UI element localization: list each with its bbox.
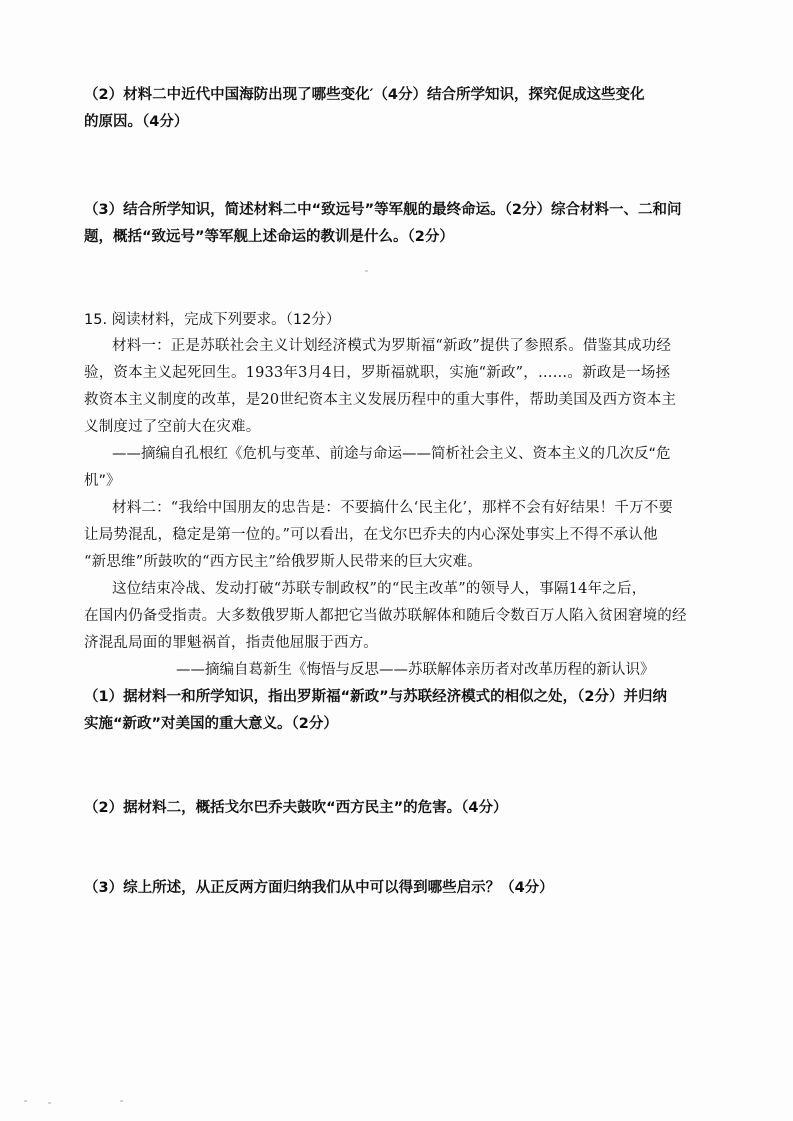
scan-speck <box>24 1100 27 1102</box>
scan-speck <box>365 270 368 272</box>
q15-material2-line1: 材料二：“我给中国朋友的忠告是：不要搞什么‘民主化’，那样不会有好结果！千万不要 <box>112 500 674 516</box>
q15-part1-line2: 实施“新政”对美国的重大意义。（2分） <box>84 716 338 732</box>
q15-material1-line4: 义制度过了空前大在灾难。 <box>84 419 261 435</box>
q15-material1-source-line2: 机”》 <box>84 473 121 489</box>
q15-header: 15. 阅读材料，完成下列要求。（12分） <box>84 312 341 328</box>
q15-material1-line2: 验，资本主义起死回生。1933年3月4日，罗斯福就职，实施“新政”，……。新政是一场拯 <box>84 365 671 381</box>
q15-material1-source-line1: ——摘编自孔根红《危机与变革、前途与命运——简析社会主义、资本主义的几次反“危 <box>112 446 671 462</box>
q14-part2-line2: 的原因。（4分） <box>84 114 189 130</box>
q15-material2-line2: 让局势混乱，稳定是第一位的。”可以看出，在戈尔巴乔夫的内心深处事实上不得不承认他 <box>84 527 658 543</box>
q14-part3-line2: 题，概括“致远号”等军舰上述命运的教训是什么。（2分） <box>84 229 454 245</box>
q15-part3: （3）综上所述，从正反两方面归纳我们从中可以得到哪些启示？（4分） <box>84 880 554 896</box>
q15-material2-line6: 济混乱局面的罪魁祸首，指责他屈服于西方。 <box>84 635 378 651</box>
q15-part2: （2）据材料二，概括戈尔巴乔夫鼓吹“西方民主”的危害。（4分） <box>84 800 508 816</box>
scan-speck <box>48 1102 51 1104</box>
q15-material2-source: ——摘编自葛新生《悔悟与反思——苏联解体亲历者对改革历程的新认识》 <box>176 662 655 678</box>
q15-part1-line1: （1）据材料一和所学知识，指出罗斯福“新政”与苏联经济模式的相似之处，（2分）并归纳 <box>84 689 667 705</box>
q15-material2-line3: “新思维”所鼓吹的“西方民主”给俄罗斯人民带来的巨大灾难。 <box>84 554 482 570</box>
q14-part3-line1: （3）结合所学知识，简述材料二中“致远号”等军舰的最终命运。（2分）综合材料一、二和问 <box>84 202 682 218</box>
q15-material2-line4: 这位结束冷战、发动打破“苏联专制政权”的“民主改革”的领导人，事隔14年之后， <box>112 581 647 597</box>
q15-material1-line1: 材料一：正是苏联社会主义计划经济模式为罗斯福“新政”提供了参照系。借鉴其成功经 <box>112 338 672 354</box>
q15-material2-line5: 在国内仍备受指责。大多数俄罗斯人都把它当做苏联解体和随后令数百万人陷入贫困窘境的经 <box>84 608 687 624</box>
q14-part2-line1: （2）材料二中近代中国海防出现了哪些变化′（4分）结合所学知识，探究促成这些变化 <box>84 87 645 103</box>
scan-speck <box>120 1100 123 1102</box>
q15-material1-line3: 救资本主义制度的改革，是20世纪资本主义发展历程中的重大事件，帮助美国及西方资本主 <box>84 392 677 408</box>
